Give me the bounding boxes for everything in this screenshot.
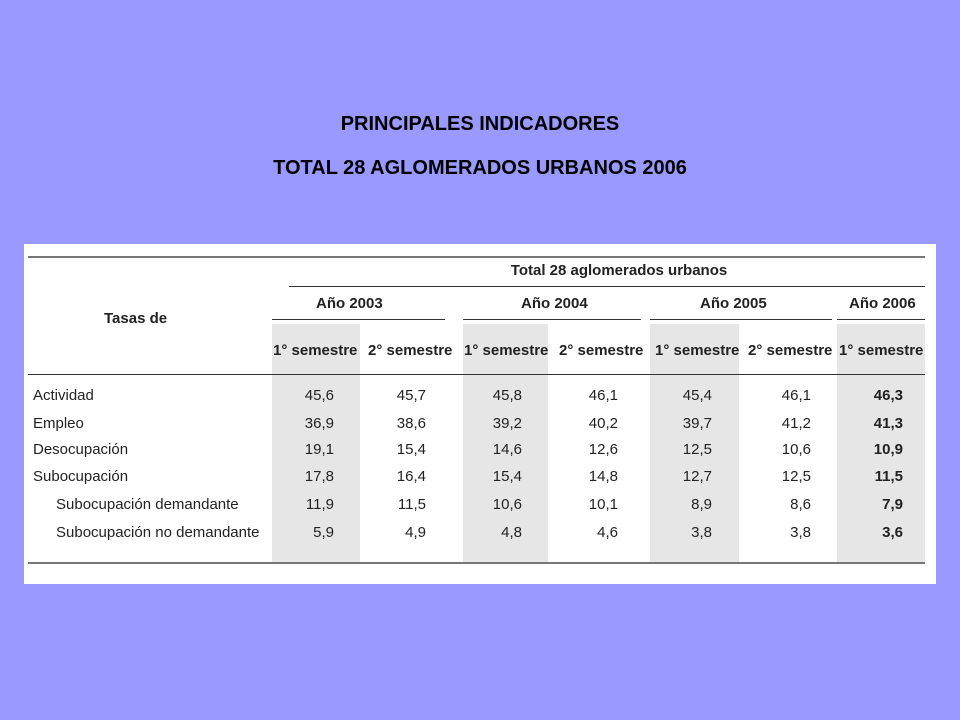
cell-2006: 11,5 <box>874 468 903 485</box>
cell: 15,4 <box>492 468 522 485</box>
cell: 12,6 <box>588 441 618 458</box>
year-2003: Año 2003 <box>316 295 383 312</box>
cell: 10,6 <box>492 496 522 513</box>
cell-2006: 3,6 <box>882 524 903 541</box>
cell-2006: 41,3 <box>873 415 903 432</box>
cell: 4,6 <box>597 524 618 541</box>
year-2006: Año 2006 <box>849 295 916 312</box>
bottom-rule <box>28 562 925 564</box>
group-header: Total 28 aglomerados urbanos <box>510 262 728 279</box>
cell: 46,1 <box>588 387 618 404</box>
year-underline-2006 <box>837 319 925 320</box>
cell: 16,4 <box>396 468 426 485</box>
page-title-line1: PRINCIPALES INDICADORES <box>340 113 620 135</box>
year-2005: Año 2005 <box>700 295 767 312</box>
semester-6: 2° semestre <box>748 342 833 359</box>
top-rule <box>28 256 925 258</box>
cell: 40,2 <box>588 415 618 432</box>
cell: 8,6 <box>790 496 811 513</box>
cell: 12,5 <box>682 441 712 458</box>
year-underline-2003 <box>272 319 445 320</box>
semester-1: 1° semestre <box>273 342 358 359</box>
row-label-empleo: Empleo <box>33 415 84 432</box>
row-header: Tasas de <box>104 310 168 327</box>
indicators-table <box>24 244 936 584</box>
row-label-desocupacion: Desocupación <box>33 441 129 458</box>
cell-2006: 7,9 <box>882 496 903 513</box>
cell: 45,6 <box>304 387 334 404</box>
cell-2006: 46,3 <box>873 387 903 404</box>
cell: 15,4 <box>396 441 426 458</box>
cell: 45,7 <box>396 387 426 404</box>
cell: 12,5 <box>781 468 811 485</box>
cell: 5,9 <box>313 524 334 541</box>
semester-4: 2° semestre <box>559 342 644 359</box>
year-underline-2005 <box>650 319 832 320</box>
cell: 11,9 <box>305 496 334 513</box>
semester-7: 1° semestre <box>839 342 924 359</box>
semester-2: 2° semestre <box>368 342 453 359</box>
cell: 12,7 <box>682 468 712 485</box>
cell: 19,1 <box>304 441 334 458</box>
semester-5: 1° semestre <box>655 342 740 359</box>
cell: 39,7 <box>682 415 712 432</box>
cell: 3,8 <box>790 524 811 541</box>
row-label-actividad: Actividad <box>33 387 94 404</box>
cell-2006: 10,9 <box>873 441 903 458</box>
header-rule <box>28 374 925 375</box>
cell: 46,1 <box>781 387 811 404</box>
year-underline-2004 <box>463 319 641 320</box>
row-label-subocupacion: Subocupación <box>33 468 129 485</box>
page-title-line2: TOTAL 28 AGLOMERADOS URBANOS 2006 <box>273 157 687 179</box>
cell: 3,8 <box>691 524 712 541</box>
semester-3: 1° semestre <box>464 342 549 359</box>
cell: 10,1 <box>588 496 618 513</box>
cell: 38,6 <box>396 415 426 432</box>
cell: 14,8 <box>588 468 618 485</box>
cell: 36,9 <box>304 415 334 432</box>
cell: 45,8 <box>492 387 522 404</box>
cell: 8,9 <box>691 496 712 513</box>
cell: 39,2 <box>492 415 522 432</box>
cell: 45,4 <box>682 387 712 404</box>
cell: 10,6 <box>781 441 811 458</box>
cell: 14,6 <box>492 441 522 458</box>
cell: 4,9 <box>405 524 426 541</box>
cell: 4,8 <box>501 524 522 541</box>
row-label-subocupacion-no-demandante: Subocupación no demandante <box>56 524 260 541</box>
year-2004: Año 2004 <box>521 295 588 312</box>
group-underline <box>289 286 925 287</box>
cell: 11,5 <box>397 496 426 513</box>
cell: 41,2 <box>781 415 811 432</box>
cell: 17,8 <box>304 468 334 485</box>
row-label-subocupacion-demandante: Subocupación demandante <box>56 496 239 513</box>
